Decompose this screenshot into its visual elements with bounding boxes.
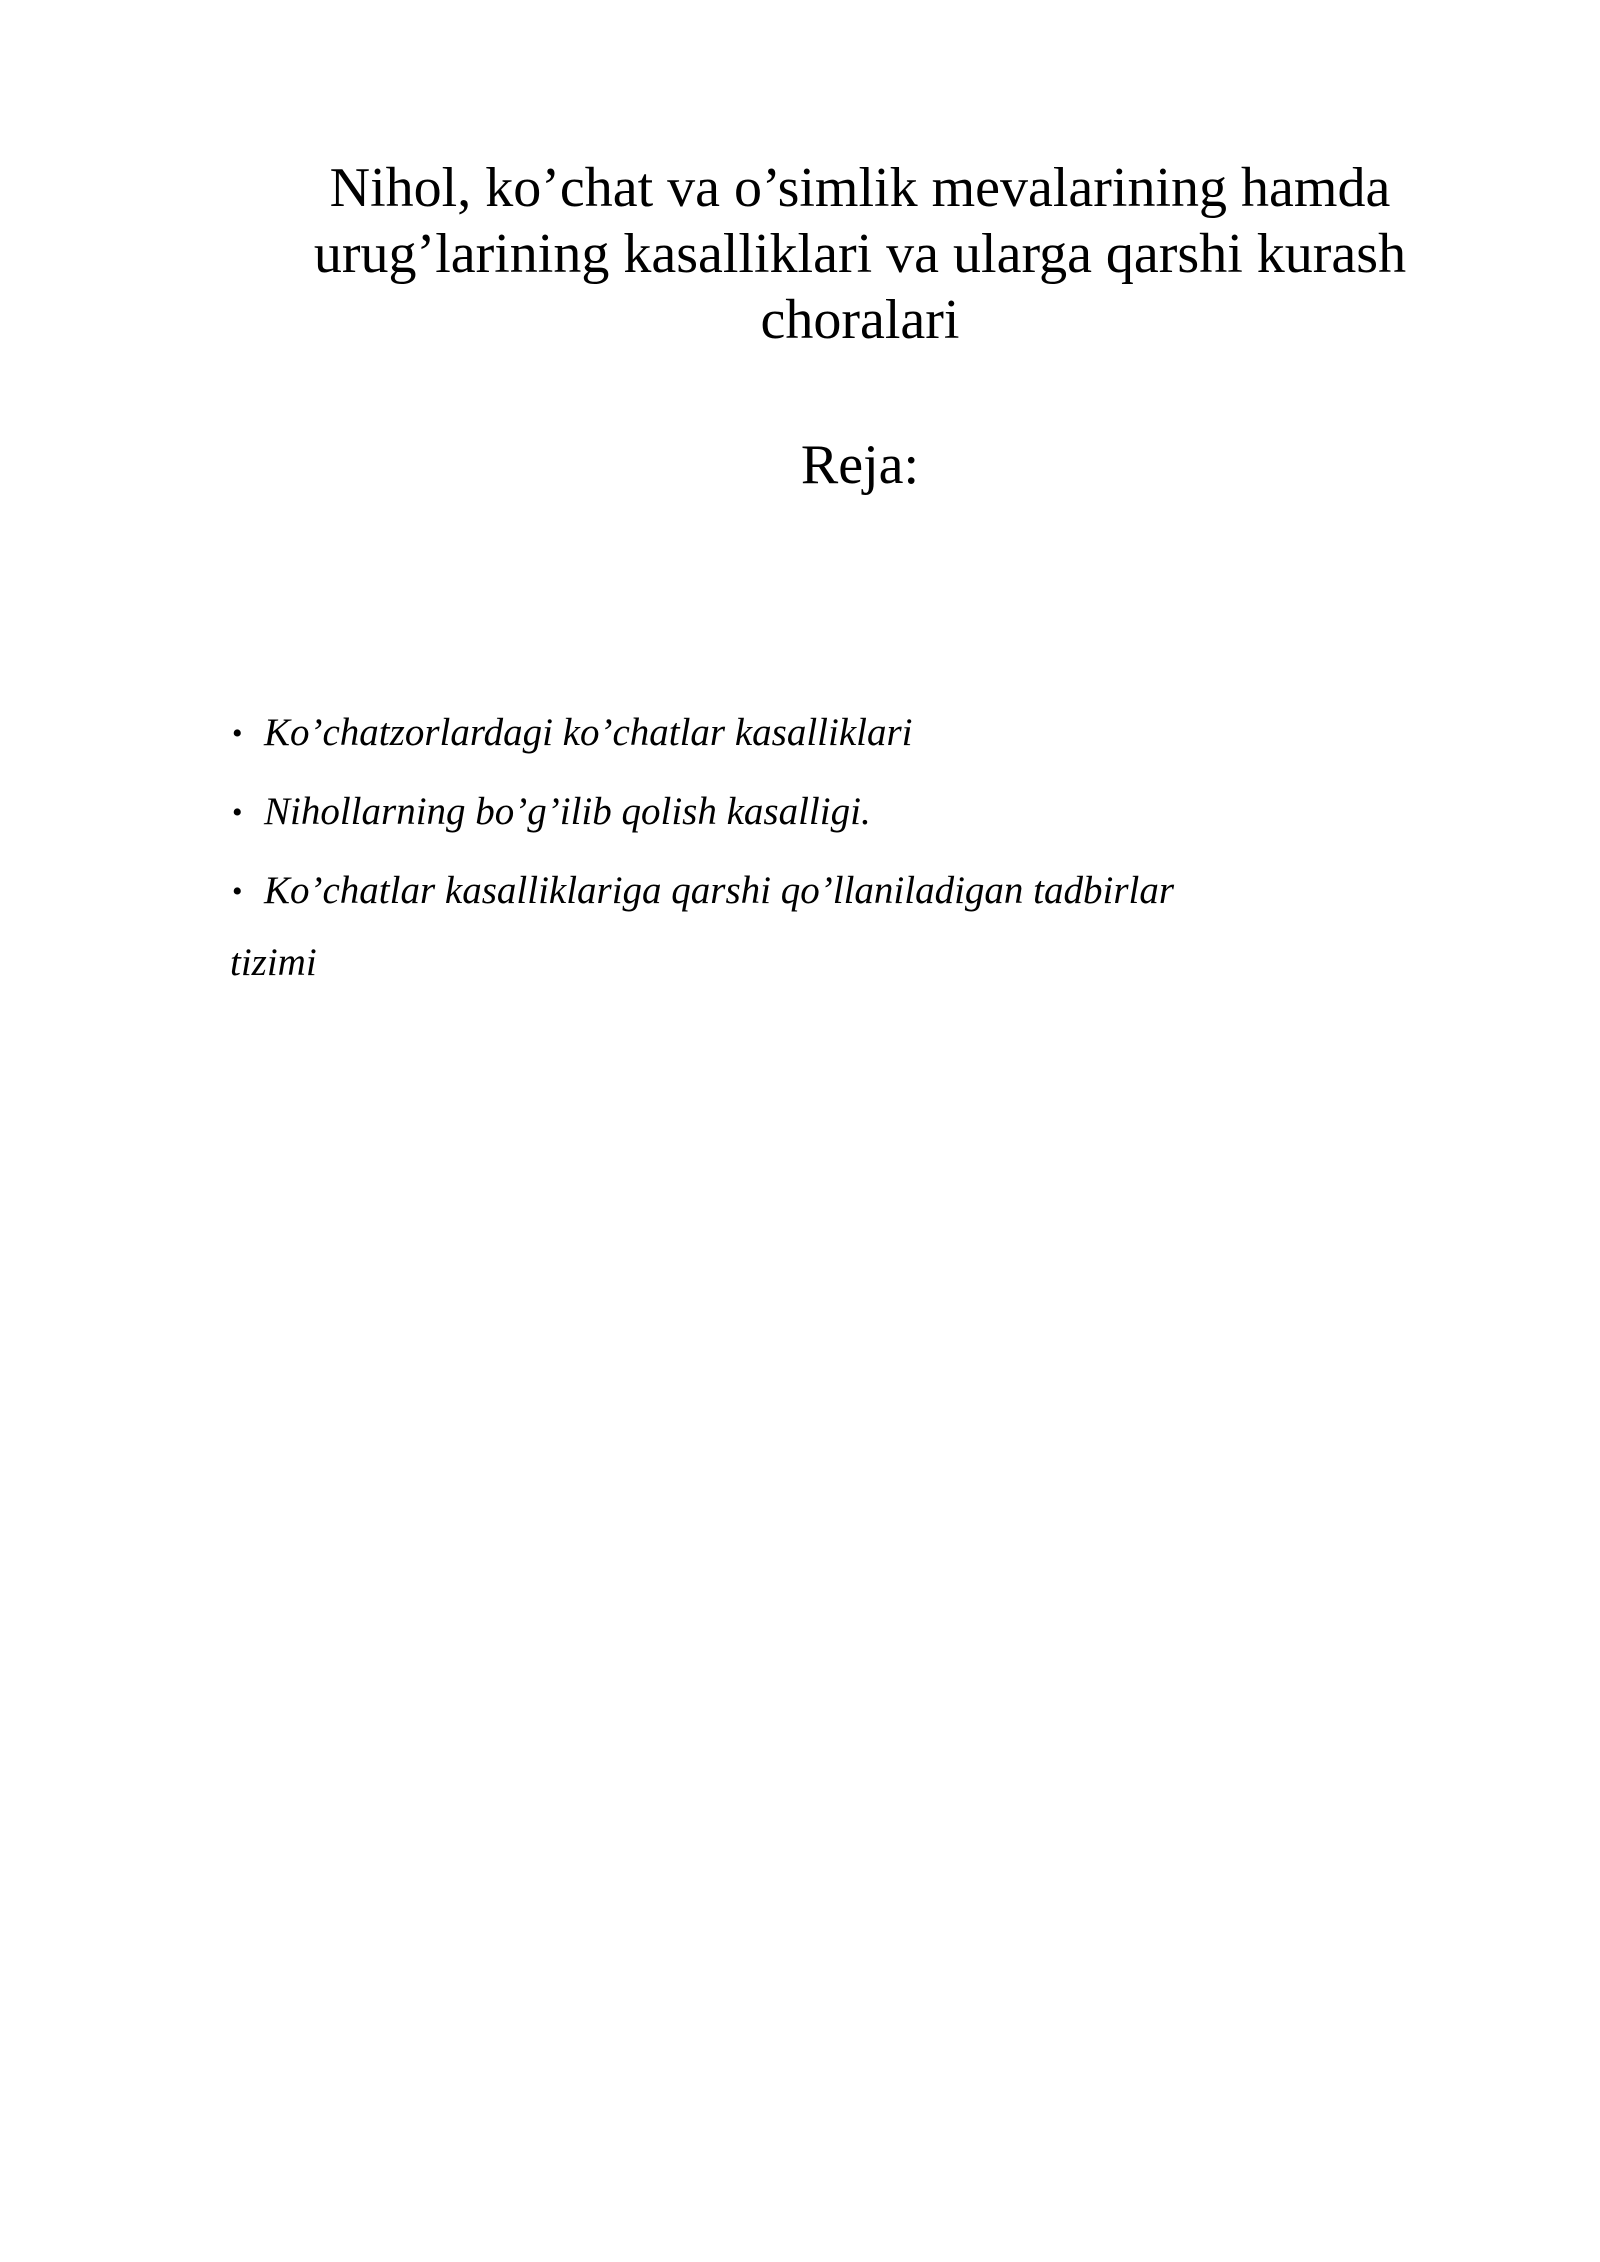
title-line-1: Nihol, ko’chat va o’simlik mevalarining hamda [329, 157, 1391, 219]
plan-list [232, 694, 1432, 931]
plan-item [232, 773, 1432, 852]
bullet-icon: • [232, 875, 243, 908]
plan-item [232, 852, 1432, 931]
plan-item-text: Ko’chatlar kasalliklariga qarshi qo’llaniladigan tadbirlar [264, 869, 1175, 912]
document-title [230, 155, 1490, 353]
title-line-3: choralari [760, 289, 960, 351]
plan-heading: Reja: [800, 434, 920, 496]
plan-item-text: Nihollarning bo’g’ilib qolish kasalligi. [264, 790, 871, 833]
bullet-icon: • [232, 717, 243, 750]
bullet-icon: • [232, 796, 243, 829]
title-line-2: urug’larining kasalliklari va ularga qarshi kurash [313, 223, 1407, 285]
plan-item [232, 694, 1432, 773]
plan-item-text: Ko’chatzorlardagi ko’chatlar kasalliklari [264, 711, 913, 754]
plan-item-continuation: tizimi [230, 941, 317, 984]
